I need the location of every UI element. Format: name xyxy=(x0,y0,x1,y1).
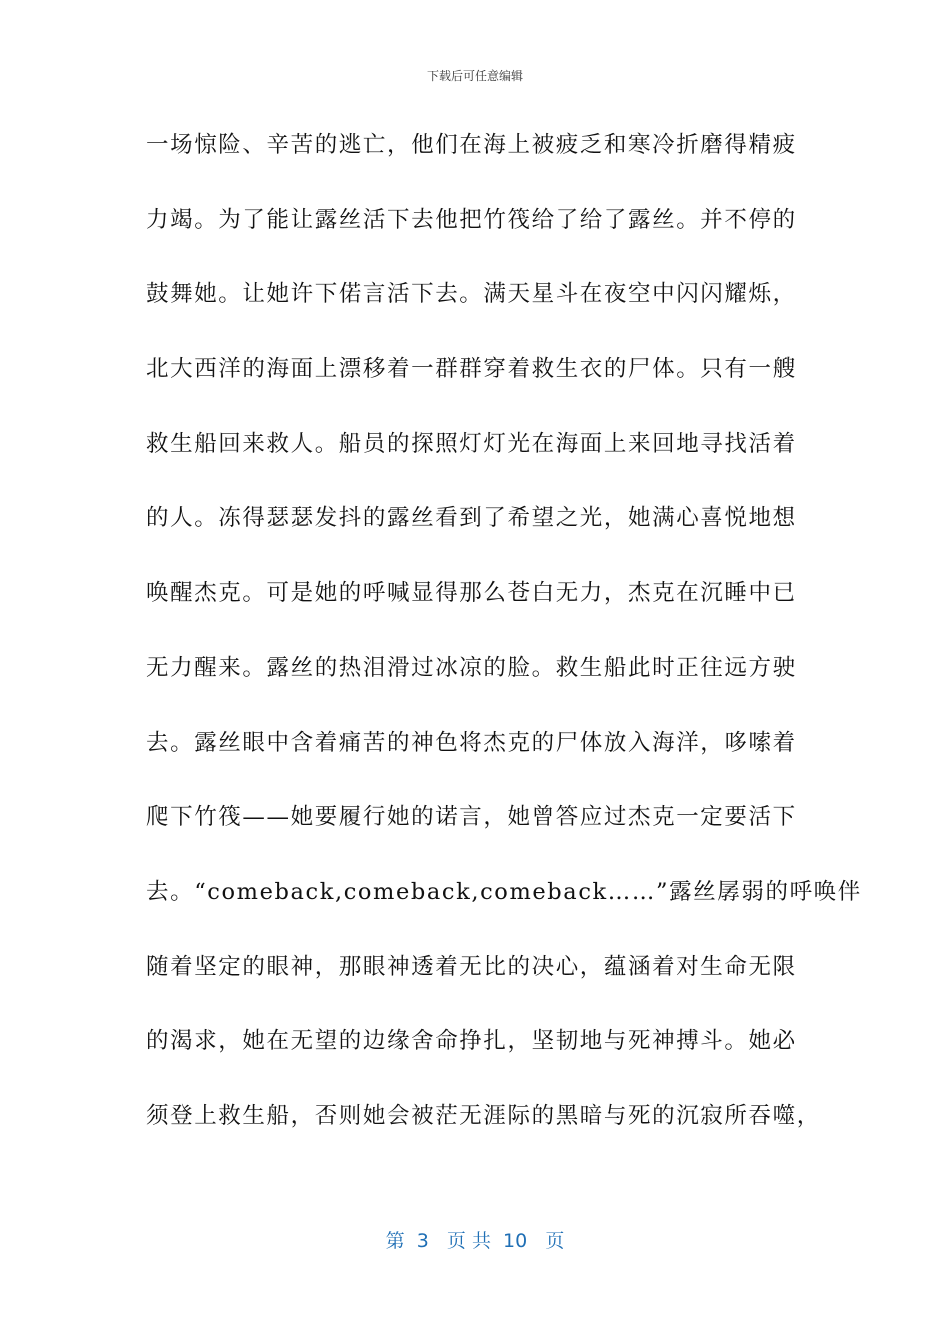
text-line: 的渴求，她在无望的边缘舍命挣扎，坚韧地与死神搏斗。她必 xyxy=(146,1028,797,1055)
text-line: 北大西洋的海面上漂移着一群群穿着救生衣的尸体。只有一艘 xyxy=(146,356,797,383)
text-line: 无力醒来。露丝的热泪滑过冰凉的脸。救生船此时正往远方驶 xyxy=(146,654,797,681)
page-footer: 第 3 页 共 10 页 xyxy=(385,1230,565,1252)
page-header: 下载后可任意编辑 xyxy=(426,69,523,83)
text-line: 爬下竹筏——她要履行她的诺言，她曾答应过杰克一定要活下 xyxy=(146,804,797,831)
text-line: 须登上救生船，否则她会被茫无涯际的黑暗与死的沉寂所吞噬， xyxy=(146,1102,821,1129)
text-line: 力竭。为了能让露丝活下去他把竹筏给了给了露丝。并不停的 xyxy=(146,206,797,233)
text-line: 唤醒杰克。可是她的呼喊显得那么苍白无力，杰克在沉睡中已 xyxy=(146,580,797,607)
text-line: 鼓舞她。让她许下偌言活下去。满天星斗在夜空中闪闪耀烁， xyxy=(146,281,797,308)
text-line: 一场惊险、辛苦的逃亡，他们在海上被疲乏和寒冷折磨得精疲 xyxy=(146,132,797,158)
text-line: 随着坚定的眼神，那眼神透着无比的决心，蕴涵着对生命无限 xyxy=(146,953,797,980)
text-line: 救生船回来救人。船员的探照灯灯光在海面上来回地寻找活着 xyxy=(146,430,797,457)
body-text xyxy=(146,125,862,1171)
text-line: 去。“comeback,comeback,comeback……”露丝孱弱的呼唤伴 xyxy=(146,878,862,905)
text-line: 去。露丝眼中含着痛苦的神色将杰克的尸体放入海洋，哆嗦着 xyxy=(146,729,797,756)
text-line: 的人。冻得瑟瑟发抖的露丝看到了希望之光，她满心喜悦地想 xyxy=(146,505,797,532)
